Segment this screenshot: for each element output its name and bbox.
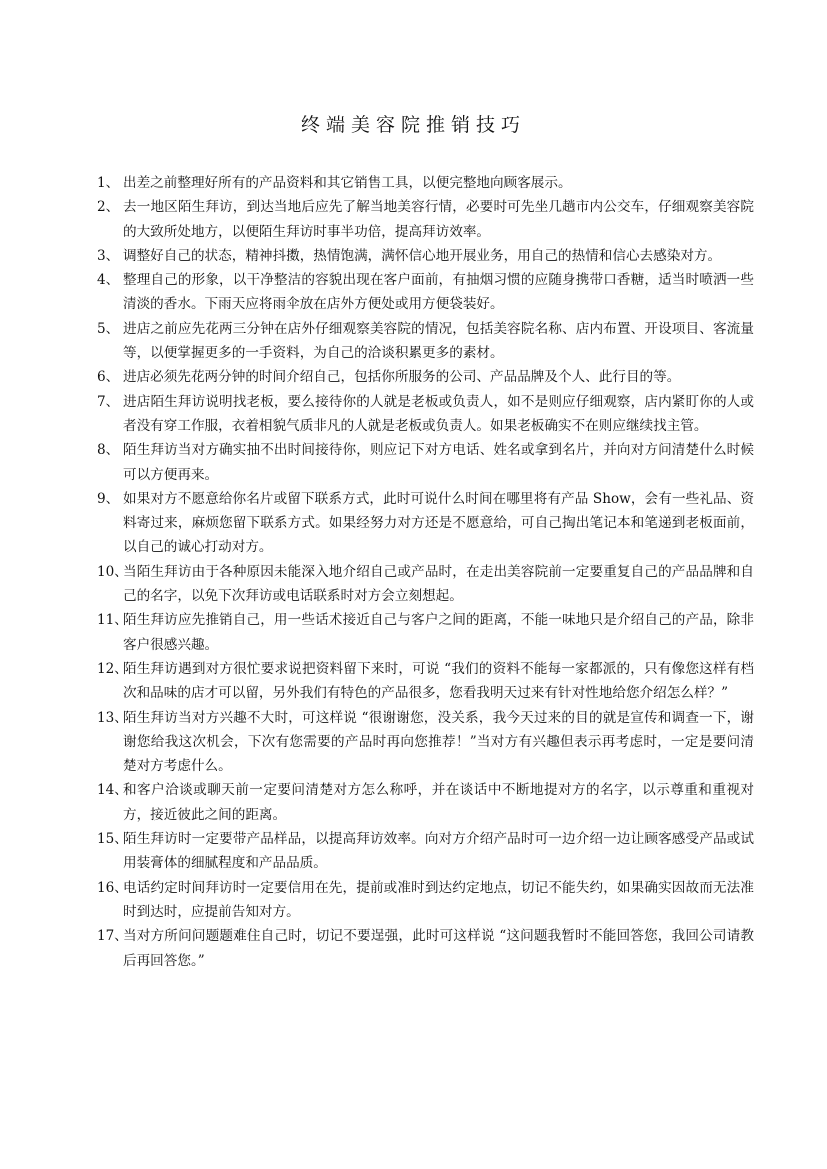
item-number: 15、 — [97, 831, 128, 848]
list-item — [97, 244, 754, 268]
item-number: 14、 — [97, 782, 128, 799]
item-number: 4、 — [97, 272, 120, 289]
item-text: 进店陌生拜访说明找老板，要么接待你的人就是老板或负责人，如不是则应仔细观察，店内紧盯你的人或者没有穿工作服，衣着相貌气质非凡的人就是老板或负责人。如果老板确实不在则应继续找主管。 — [123, 393, 754, 434]
list-item — [97, 317, 754, 366]
list-item — [97, 876, 754, 925]
item-text: 如果对方不愿意给你名片或留下联系方式，此时可说什么时间在哪里将有产品 Show，会有一些礼品、资料寄过来，麻烦您留下联系方式。如果经努力对方还是不愿意给，可自己掏出笔记本和笔递到老板面前，以自己的诚心打动对方。 — [123, 490, 754, 556]
item-number: 12、 — [97, 660, 128, 677]
list-item — [97, 924, 754, 973]
list-item — [97, 778, 754, 827]
item-number: 9、 — [97, 490, 120, 507]
item-number: 13、 — [97, 709, 128, 726]
item-text: 和客户洽谈或聊天前一定要问清楚对方怎么称呼，并在谈话中不断地提对方的名字，以示尊重和重视对方，接近彼此之间的距离。 — [123, 782, 754, 823]
item-number: 5、 — [97, 320, 120, 337]
list-item — [97, 560, 754, 609]
item-text: 陌生拜访遇到对方很忙要求说把资料留下来时，可说 “我们的资料不能每一家都派的，只有像您这样有档次和品味的店才可以留，另外我们有特色的产品很多，您看我明天过来有针对性地给您介绍怎么样？” — [123, 660, 754, 702]
list-item — [97, 487, 754, 560]
item-text: 陌生拜访应先推销自己，用一些话术接近自己与客户之间的距离，不能一味地只是介绍自己的产品，除非客户很感兴趣。 — [123, 612, 754, 653]
list-item — [97, 365, 754, 389]
item-text: 进店之前应先花两三分钟在店外仔细观察美容院的情况，包括美容院名称、店内布置、开设项目、客流量等，以便掌握更多的一手资料，为自己的洽谈积累更多的素材。 — [123, 320, 754, 362]
item-number: 17、 — [97, 928, 128, 945]
tips-list — [97, 171, 754, 973]
item-number: 16、 — [97, 879, 128, 896]
item-text: 陌生拜访当对方确实抽不出时间接待你，则应记下对方电话、姓名或拿到名片，并向对方问清楚什么时候可以方便再来。 — [123, 442, 754, 483]
item-text: 电话约定时间拜访时一定要信用在先，提前或准时到达约定地点，切记不能失约，如果确实因故而无法准时到达时，应提前告知对方。 — [123, 879, 754, 920]
item-number: 1、 — [97, 175, 120, 191]
item-text: 调整好自己的状态，精神抖擞，热情饱满，满怀信心地开展业务，用自己的热情和信心去感染对方。 — [123, 247, 722, 264]
item-number: 3、 — [97, 247, 120, 264]
item-number: 7、 — [97, 393, 120, 410]
item-text: 去一地区陌生拜访，到达当地后应先了解当地美容行情，必要时可先坐几趟市内公交车，仔细观察美容院的大致所处地方，以便陌生拜访时事半功倍，提高拜访效率。 — [123, 199, 754, 240]
item-text: 当陌生拜访由于各种原因未能深入地介绍自己或产品时，在走出美容院前一定要重复自己的产品品牌和自己的名字，以免下次拜访或电话联系时对方会立刻想起。 — [123, 563, 754, 605]
list-item — [97, 706, 754, 779]
item-text: 陌生拜访当对方兴趣不大时，可这样说 “很谢谢您，没关系，我今天过来的目的就是宣传和调查一下，谢谢您给我这次机会，下次有您需要的产品时再向您推荐！”当对方有兴趣但表示再考虑时，一定是要问清楚对方考虑什么。 — [123, 709, 754, 775]
list-item — [97, 390, 754, 439]
item-number: 11、 — [97, 612, 128, 629]
item-text: 陌生拜访时一定要带产品样品，以提高拜访效率。向对方介绍产品时可一边介绍一边让顾客感受产品或试用装膏体的细腻程度和产品品质。 — [123, 831, 754, 872]
list-item — [97, 268, 754, 317]
list-item — [97, 171, 754, 195]
item-number: 8、 — [97, 442, 120, 459]
item-text: 出差之前整理好所有的产品资料和其它销售工具，以便完整地向顾客展示。 — [123, 175, 572, 191]
item-text: 整理自己的形象，以干净整洁的容貌出现在客户面前，有抽烟习惯的应随身携带口香糖，适当时喷洒一些清淡的香水。下雨天应将雨伞放在店外方便处或用方便袋装好。 — [123, 272, 754, 313]
list-item — [97, 195, 754, 244]
list-item — [97, 438, 754, 487]
item-number: 2、 — [97, 199, 120, 216]
list-item — [97, 608, 754, 657]
list-item — [97, 657, 754, 706]
page-title: 终端美容院推销技巧 — [300, 114, 526, 136]
list-item — [97, 827, 754, 876]
item-number: 10、 — [97, 563, 128, 580]
item-number: 6、 — [97, 369, 120, 386]
item-text: 当对方所问问题题难住自己时，切记不要逞强，此时可这样说 “这问题我暂时不能回答您，我回公司请教后再回答您。” — [123, 928, 754, 969]
item-text: 进店必须先花两分钟的时间介绍自己，包括你所服务的公司、产品品牌及个人、此行目的等。 — [123, 369, 681, 386]
